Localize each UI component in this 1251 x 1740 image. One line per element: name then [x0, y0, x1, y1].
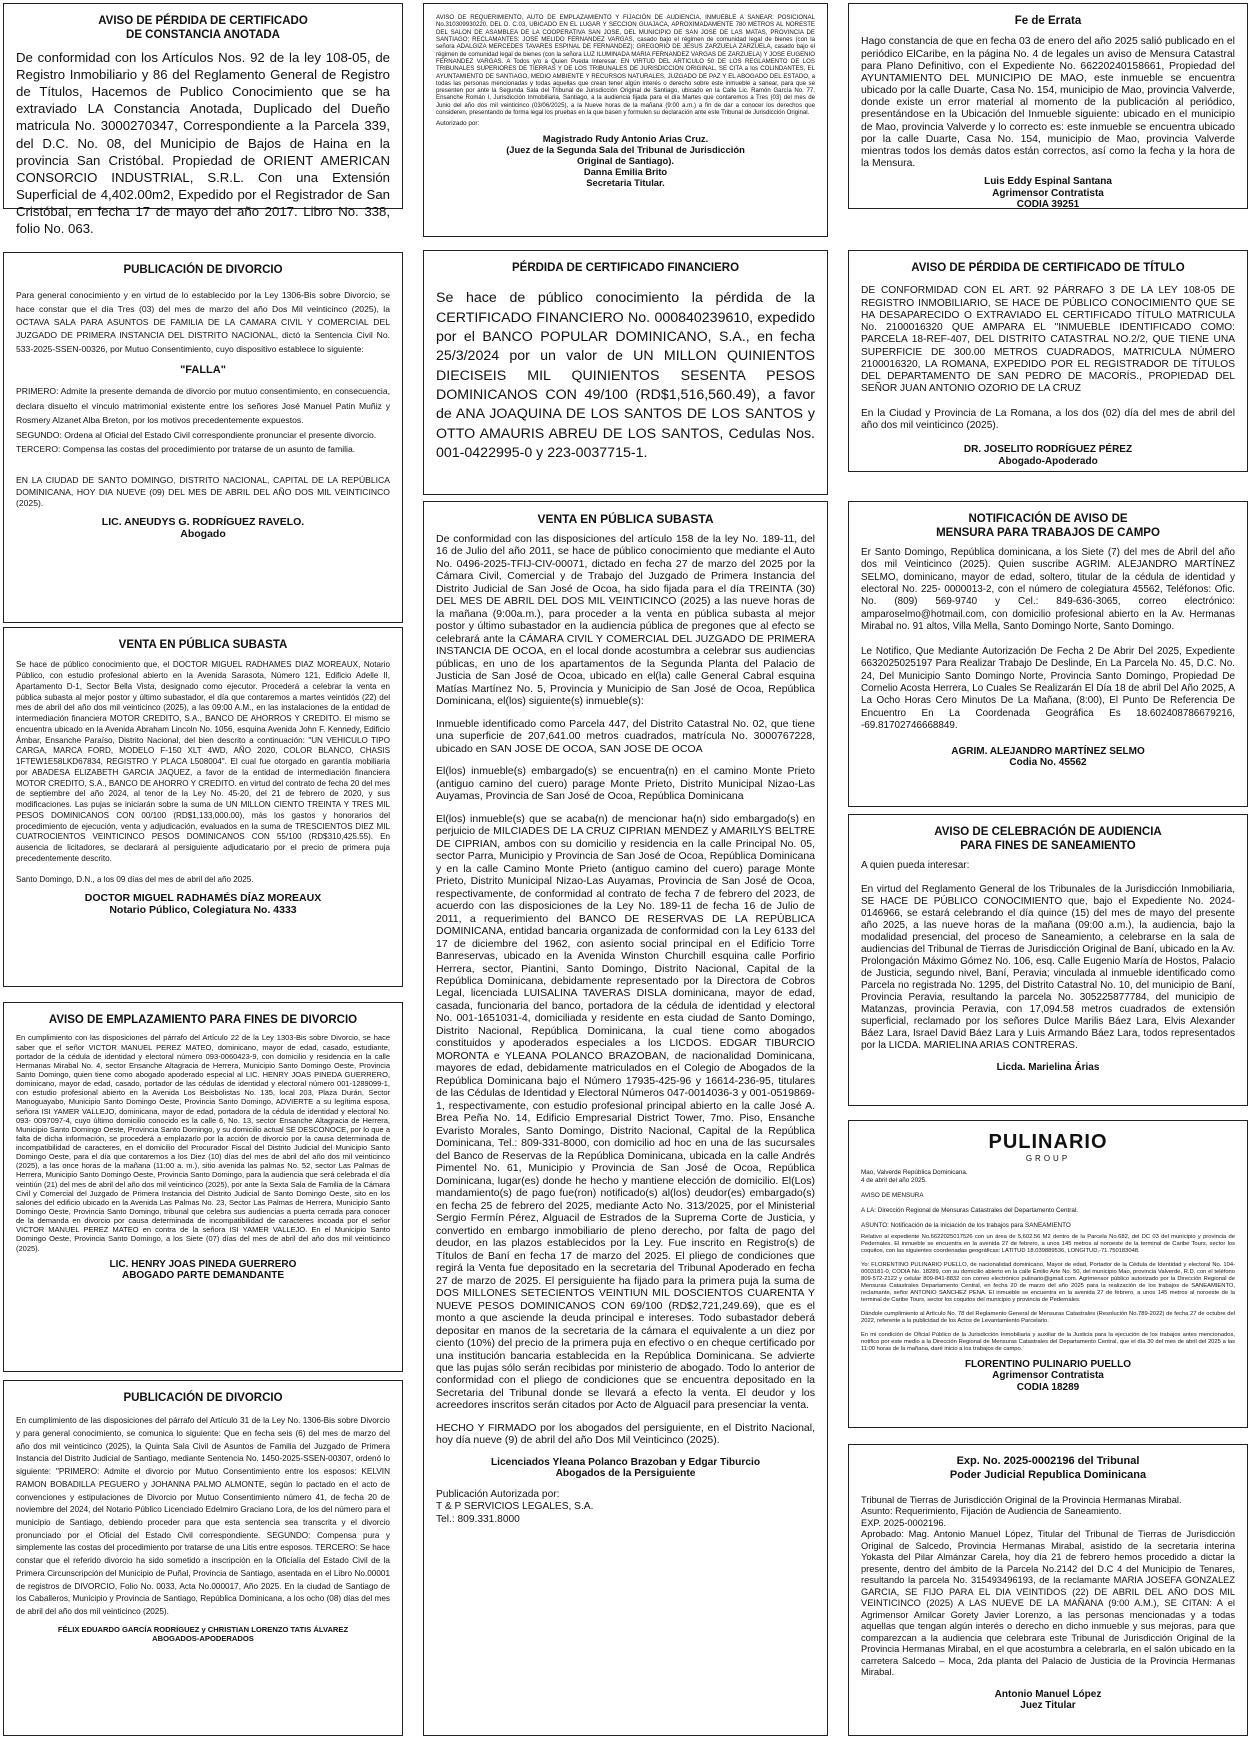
authorized-label: Autorizado por:: [436, 120, 480, 128]
notice-title: PUBLICACIÓN DE DIVORCIO: [123, 264, 283, 276]
notice-body: Para general conocimiento y en virtud de lo establecido por la Ley 1306-Bis sobre Divorcio, se hace constar que el día Tres (03) del mes de marzo del año Dos Mil veinticinco (2025), la OCTAVA SALA PARA ASUNTOS DE FAMILIA DE LA CAMARA CIVIL Y COMERCIAL DEL JUZGADO DE PRIMERA INSTANCIA DEL DISTRITO NACIONAL, dictó la Sentencia Civil No. 533-2025-SSEN-00326, por Mutuo Consentimiento, cuyo dispositivo establece lo siguiente:: [16, 290, 390, 354]
notice-signature: Magistrado Rudy Antonio Arias Cruz. (Juez de la Segunda Sala del Tribunal de Jurisdicción Original de Santiago). Danna Emilia Brito Secretaria Titular.: [506, 133, 745, 188]
falla-heading: "FALLA": [180, 363, 226, 376]
notice-divorce-publication-1: [3, 252, 403, 623]
notice-signature: Antonio Manuel López Juez Titular: [994, 1688, 1102, 1711]
notice-public-auction-vehicle: [3, 627, 403, 987]
notice-title: PUBLICACIÓN DE DIVORCIO: [123, 1392, 283, 1404]
notice-title: PÉRDIDA DE CERTIFICADO FINANCIERO: [511, 262, 740, 274]
notice-body: Se hace de público conocimiento la pérdida de la CERTIFICADO FINANCIERO No. 000840239610, expedido por el BANCO POPULAR DOMINICANO, S.A., en fecha 25/3/2024 por un valor de UN MILLON QUINIENTOS DIECISEIS MIL QUINIENTOS SESENTA PESOS DOMINICANOS CON 49/100 (RD$1,516,560.49), a favor de ANA JOAQUINA DE LOS SANTOS DE LOS SANTOS y OTTO AMAURIS ABREU DE LOS SANTOS, Cedulas Nos. 001-0422995-0 y 223-0037715-1.: [436, 290, 815, 461]
notice-body: En cumplimiento de las disposiciones del párrafo del Artículo 31 de la Ley No. 1306-Bis sobre Divorcio y para general conocimiento, se comunica lo siguiente: Que en fecha seis (6) del mes de marzo del año dos mil veinticinco (2025), la Quinta Sala Civil de Asuntos de Familia del Juzgado de Primera Instancia del Distrito Judicial de Santiago, mediante Sentencia No. 1450-2025-SSEN-00307, ordenó lo siguiente: "PRIMERO: Admite el divorcio por Mutuo Consentimiento entre los esposos: KELVIN RAMON BOBADILLA PEGUERO y JOHANNA PALMO ALMONTE, según lo pactado en el acto de convenciones y estipulaciones de Divorcio por Mutuo Consentimiento número 41, de fecha 20 de noviembre del 2024, del Notario Público Licenciado Edelmiro Graciano Lora, de los del número para el municipio de Santiago, debiendo proceder para que esta sentencia sea transcrita y el divorcio pronunciado por el Oficial del Estado Civil correspondiente. SEGUNDO: Compensa pura y simplemente las costas del procedimiento por tratarse de una Litis entre esposos. TERCERO: Se hace constar que el referido divorcio ha sido sometido a inscripción en la Oficialía del Estado Civil de la Primera Circunscripción del Municipio de Puñal, Provincia de Santiago, asentada en el Libro No.00001 de registros de DIVORCIO, Folio No. 0033, Acta No.000017, Año 2025. En la ciudad de Santiago de los Caballeros, Municipio y Provincia de Santiago, República Dominicana, a los ocho (08) días del mes de abril del año dos mil veinticinco (2025).: [16, 1416, 390, 1616]
notice-signature: Licenciados Yleana Polanco Brazoban y Edgar Tiburcio Abogados de la Persiguiente: [490, 1456, 761, 1479]
notice-sanitation-hearing: [848, 814, 1248, 1106]
notice-body: Hago constancia de que en fecha 03 de enero del año 2025 salió publicado en el periódico ElCaribe, en la página No. 4 de legales un aviso de Mensura Catastral para Plano Definitivo, con el Expediente No. 66220240158661, Propiedad del AYUNTAMIENTO DEL MUNICIPIO DE MAO, este inmueble se encuentra ubicado por la calle Duarte, Casa No. 154, municipio de Mao, provincia Valverde, donde existe un error material al momento de la publicación al periódico, presentándose en la Ubicación del Inmueble siguiente: ubicado en el municipio de Mao, provincia Valverde y lo correcto es: este inmueble se encuentra ubicado por la calle Duarte, Casa No. 154, municipio de Mao, provincia Valverde mientras todos los demás datos están correctos, así como la fecha y la hora de la Mensura.: [861, 36, 1235, 170]
notice-requirement-summons: [423, 3, 828, 237]
notice-body: De conformidad con los Artículos Nos. 92 de la ley 108-05, de Registro Inmobiliario y 86 del Reglamento General de Registro de Títulos, Hacemos de Publico Conocimiento que se ha extraviado LA Constancia Anotada, Duplicado del Dueño matricula No. 3000270347, Correspondiente a la Parcela 339, del D.C. No. 08, del Municipio de Bajos de Haina en la provincia San Cristóbal. Propiedad de ORIENT AMERICAN CONSORCIO INDUSTRIAL, S.R.L. Con una Extensión Superficial de 4,402.00m2, Expedido por el Registrador de San Cristóbal, en fecha 17 de mayo del año 2017. Libro No. 338, folio No. 063.: [16, 49, 390, 237]
notice-signature: DOCTOR MIGUEL RADHAMÉS DÍAZ MOREAUX Notario Público, Colegiatura No. 4333: [84, 892, 322, 917]
notice-divorce-publication-2: [3, 1380, 403, 1736]
notice-paragraph: HECHO Y FIRMADO por los abogados del persiguiente, en el Distrito Nacional, hoy día nueve (9) de abril del año Dos Mil Veinticinco (2025).: [436, 1421, 815, 1447]
notice-paragraph: El(los) inmueble(s) embargado(s) se encuentra(n) en el camino Monte Prieto (antiguo camino del cuero) parage Monte Prieto, Distrito Municipal Nizao-Las Auyamas, Provincia de San José de Ocoa, República Dominicana: [436, 765, 815, 803]
notice-body: AVISO DE REQUERIMIENTO, AUTO DE EMPLAZAMIENTO Y FIJACIÓN DE AUDIENCIA, INMUEBLE A SANEAR: POSICIONAL No.310309930220, DEL D. C.03, UBICADO EN EL LUGAR Y SECCION GUAJACA, APROXIMADAMENTE 780 METROS AL NORESTE DEL SALON DE ASAMBLEA DE LA COOPERATIVA SAN JOSE, DEL MUNICIPIO DE SAN JOSE DE LAS MATAS, PROVINCIA DE SANTIAGO; RECLAMANTES: JOSE MELIDO FERNANDEZ VARGAS, casado bajo el régimen de comunidad legal de bienes (con la señora ADALGIZA MERCEDES TAVARES ESPINAL DE FERNANDEZ); GREGORIO DE JESUS ZARZUELA ZARZUELA, casado bajo el régimen de comunidad legal de bienes (con la señora LUZ ILUMINADA MARIA FERNANDEZ VARGAS DE ZARZUELA) Y JOSE EUGENIO FERNANDEZ VARGAS. A Todos y/o a Quien Pueda Interesar. EN VIRTUD DEL ARTICULO 50 DE LOS REGLAMENTO DE LOS TRIBUNALES SUPERIORES DE TIERRAS Y DE LOS TRIBUNALES DE JURISDICCION ORIGINAL, SE CITA a los COLINDANTES, EL AYUNTAMIENTO DE SANTIAGO, MEDIO AMBIENTE Y RECURSOS NATURALES, JUZGADO DE PAZ Y EL ABOGADO DEL ESTADO, a todas las personas mencionadas y todas aquellas que crean tener algún interés o derecho sobre este inmueble a sanear, para que se presenten por ante la Segunda Sala del Tribunal de Jurisdicción Original de Santiago, ubicado en la Calle Lic. Ramón García No. 77, Ensanche Román I, Jurisdicción Inmobiliaria, Santiago, a la audiencia fijada para el día Martes que contaremos a Tres (03) del mes de Junio del año dos mil veinticinco (03/06/2025), a la Nueve horas de la mañana (9:00 a.m.) a fin de dar a conocer los derechos que consideren, presentando de forma legal los pruebas en la que basen y formulen su declaración ante este Tribunal de Jurisdicción Original.: [436, 14, 815, 117]
notice-public-auction-property: [423, 501, 828, 1736]
pulinario-logo: PULINARIO: [988, 1131, 1108, 1153]
notice-signature: AGRIM. ALEJANDRO MARTÍNEZ SELMO Codia No. 45562: [951, 746, 1145, 769]
notice-body: DE CONFORMIDAD CON EL ART. 92 PÁRRAFO 3 DE LA LEY 108-05 DE REGISTRO INMOBILIARIO, SE HACE DE PÚBLICO CONOCIMIENTO QUE SE HA DESAPARECIDO O EXTRAVIADO EL CERTIFICADO TÍTULO MATRICULA No. 2100016320 QUE AMPARA EL "INMUEBLE IDENTIFICADO COMO: PARCELA 18-REF-407, DEL DISTRITO CATASTRAL NO.2/2, QUE TIENE UNA SUPERFICIE DE 300.00 METROS CUADRADOS, MATRICULA NÚMERO 2100016320, LA ROMANA, EXPEDIDO POR EL REGISTRADOR DE TÍTULOS DEL DEPARTAMENTO DE SAN PEDRO DE MACORÍS., PROPIEDAD DEL SEÑOR JUAN ANTONIO OZORIO DE LA CRUZ En la Ciudad y Provincia de La Romana, a los dos (02) día del mes de abril del año dos mil veinticinco (2025).: [861, 285, 1235, 431]
notice-body: A quien pueda interesar: En virtud del Reglamento General de los Tribunales de la Jurisdicción Inmobiliaria, SE HACE DE PÚBLICO CONOCIMIENTO que, bajo el Expediente No. 2024-0146966, se estará celebrando el día quince (15) del mes de mayo del presente año 2025, a las nueve horas de la mañana (09:00 a.m.), la audiencia, bajo la modalidad presencial, del proceso de Saneamiento, a celebrarse en la sala de audiencias del Tribunal de Tierras de Jurisdicción Original de Baní, ubicado en la Av. Prolongación Máximo Gómez No. 106, esq. Calle Eugenio María de Hostos, Palacio de Justicia, segundo nivel, Baní, Peravia; vinculada al inmueble identificado como Parcela no registrada No. 1295, del Distrito Catastral No. 10, del municipio de Baní, Provincia Peravia, resultando la parcela No. 305225877784, del municipio de Matanzas, provincia Peravia, con 17,094.58 metros cuadrados de extensión superficial, reclamado por los señores Dulce Marilis Báez Lara, Elvis Alexander Báez Lara, Israel David Báez Lara y Luis Armando Báez Lara, todos representados por la LICDA. MARIELINA ARIAS CONTRERAS.: [861, 859, 1235, 1051]
notice-body: EN LA CIUDAD DE SANTO DOMINGO, DISTRITO NACIONAL, CAPITAL DE LA REPÚBLICA DOMINICANA, HOY DIA NUEVE (09) DEL MES DE ABRIL DEL AÑO DOS MIL VEINTICINCO (2025).: [16, 474, 390, 509]
notice-pulinario-survey: [848, 1120, 1248, 1428]
notice-lost-certificate-annotated: [3, 3, 403, 237]
notice-paragraph: Inmueble identificado como Parcela 447, del Distrito Catastral No. 02, que tiene una superficie de 207,641.00 metros cuadrados, matrícula No. 3000767228, ubicado en SAN JOSE DE OCOA, SAN JOSE DE OCOA: [436, 717, 815, 755]
publication-authorization: Publicación Autorizada por: T & P SERVICIOS LEGALES, S.A. Tel.: 809.331.8000: [436, 1489, 594, 1525]
notice-lost-title-certificate: [848, 250, 1248, 472]
notice-title: Exp. No. 2025-0002196 del Tribunal Poder Judicial Republica Dominicana: [949, 1455, 1147, 1481]
notice-body: PRIMERO: Admite la presente demanda de divorcio por mutuo consentimiento, en consecuencia, declara disuelto el vínculo matrimonial existente entre los señores José Manuel Patin Muñiz y Rosmery Alzanet Alba Breton, por los motivos precedentemente expuestos. SEGUNDO: Ordena al Oficial del Estado Civil correspondiente pronunciar el presente divorcio. TERCERO: Compensa las costas del procedimiento por tratarse de un asunto de familia.: [16, 385, 390, 455]
notice-body: Se hace de público conocimiento que, el DOCTOR MIGUEL RADHAMES DIAZ MOREAUX, Notario Público, con estudio profesional abierto en la Avenida Sarasota, Número 121, Edificio Adelle II, Apartamento D-1, Sector Bella Vista, designado como ejecutor. Procederá a celebrar la venta en pública subasta al mejor postor y último subastador, el día que contaremos a martes veintidós (22) del mes de abril del año dos mil veinticinco (2025), a las 09:00 A.M., en las instalaciones de la entidad de intermediación financiera MOTOR CREDITO, S.A., BANCO DE AHORROS Y CREDITO. El mismo se encuentra ubicado en la Avenida Abraham Lincoln No. 1056, esquina Avenida John F. Kennedy, Edificio Ámbar, Ensanche Paraíso, Distrito Nacional, del bien descrito a continuación: "UN VEHICULO TIPO CARGA, MARCA FORD, MODELO F-150 XLT 4WD, AÑO 2020, COLOR BLANCO, CHASIS 1FTEW1E58LKD67834, REGISTRO Y PLACA L508004". El cual fue otorgado en garantía mobiliaria por ABADESA ELIZABETH GARCIA JAQUEZ, a favor de la entidad de intermediación financiera MOTOR CREDITO, S.A., BANCO DE AHORRO Y CREDITO. en virtud del contrato de fecha 20 del mes de septiembre del año 2024, al tenor de la Ley No. 45-20, del 21 de febrero de 2020, y sus modificaciones. Las pujas se iniciarán sobre la suma de UN MILLON CIENTO TREINTA Y TRES MIL PESOS DOMINICANOS CON 00/100 (RD$1,133,000.00), más los gastos y honorarios del procedimiento de ejecución, venta y adjudicación, evaluados en la suma de TRESCIENTOS DIEZ MIL CUATROCIENTOS VEINTICINCO PESOS DOMINICANOS CON 55/100 (RD$310,425.55). En ausencia de licitadores, se declarará al persiguiente adjudicatario por el precio de primera puja precedentemente descrito. Santo Domingo, D.N., a los 09 días del mes de abril del año 2025.: [16, 660, 390, 885]
notice-signature: DR. JOSELITO RODRÍGUEZ PÉREZ Abogado-Apoderado: [963, 444, 1133, 468]
notice-signature: Luis Eddy Espinal Santana Agrimensor Contratista CODIA 39251: [984, 176, 1112, 211]
notice-tribunal-exp: [848, 1444, 1248, 1736]
notice-divorce-summons: [3, 1002, 403, 1372]
notice-paragraph: De conformidad con las disposiciones del artículo 158 de la ley No. 189-11, del 16 de Julio del año 2011, se hace de público conocimiento que mediante el Auto No. 0496-2025-TFIJ-CIV-00071, dictado en fecha 27 de marzo del 2025 por la Cámara Civil, Comercial y de Trabajo del Juzgado de Primera Instancia del Distrito Judicial de San José de Ocoa, ha sido fijada para el día TREINTA (30) DEL MES DE ABRIL DEL DOS MIL VEINTICINCO (2025) a las nueve horas de la mañana (9:00a.m.), para proceder a la venta en pública subasta al mejor postor y último subastador en la audiencia pública de pregones que al efecto se celebrará ante la CÁMARA CIVIL Y COMERCIAL DEL JUZGADO DE PRIMERA INSTANCIA DE OCOA, en el local donde acostumbra a celebrar sus audiencias públicas, en uno de los apartamentos de la Segunda Planta del Palacio de Justicia de San José de Ocoa, ubicado en el(la) calle General Cabral esquina Matías Martínez No. 5, Provincia y Municipio de San José de Ocoa, República Dominicana, el(los) siguiente(s) inmueble(s):: [436, 533, 815, 708]
notice-title: AVISO DE PÉRDIDA DE CERTIFICADO DE CONSTANCIA ANOTADA: [98, 15, 308, 42]
pulinario-logo-subtitle: GROUP: [1025, 1154, 1071, 1163]
notice-title: Fe de Errata: [1014, 15, 1082, 27]
notice-errata: [848, 3, 1248, 209]
notice-signature: Licda. Marielina Árias: [996, 1061, 1100, 1073]
notice-body: Relativo al expediente No.6622025017526 con un área de 5,602.56 M2 dentro de la Parcela No.682, del DC 03 del municipio y provincia de Pedernales. El inmueble se encuentra en la avenida 27 de febrero, a unos 145 metros al noroeste de la terminal de Caribe Tours, sector los coquitos, con las siguientes coordenadas geográficas: LATITUD 18.039889536, LONGITUD,-71.750183048. Yo: FLORENTINO PULINARIO PUELLO, de nacionalidad dominicano, Mayor de edad, Portador de la Cédula de Identidad y electoral No. 104-0003181-0, CODIA No. 18289, con su domicilio abierto en la calle Emilio Arte No. 50, del municipio Mao, provincia Valverde, R.D. con el teléfono 809-572-2122 y celular 809-841-8832 con correo electrónico pulinario@gmail.com. Agrimensor público autorizado por la Dirección Regional de Mensuras Catastrales Departamento Central, en fecha 20 de marzo del año 2025 para la realización de los trabajos de SANEAMIENTO, reclamante, señor ANTONIO SANCHEZ PENA. El inmueble se encuentra en la avenida 27 de febrero, a unos 145 metros al noroeste de la terminal de Caribe Tours, sector los coquitos del municipio y provincia de Pedernales. Dándole cumplimiento al Artículo No. 78 del Reglamento General de Mensuras Catastrales (Resolución No.789-2022) de fecha 27 de octubre del 2022, referente a la publicidad de los Actos de Levantamiento Parcelario. En mi condición de Oficial Público de la Jurisdicción Inmobiliaria y auxiliar de la Justicia para la ejecución de los trabajos antes mencionados, notifico por este medio a la Dirección Regional de Mensuras Catastrales del Departamento Central, que el día 30 del mes de abril del 2025 a las 11:00 horas de la mañana, daré inicio a los trabajos de campo.: [861, 1234, 1235, 1352]
notice-title: VENTA EN PÚBLICA SUBASTA: [537, 512, 714, 526]
notice-paragraph: El(los) inmueble(s) que se acaba(n) de mencionar ha(n) sido embargado(s) en perjuicio de MILCIADES DE LA CRUZ CIPRIAN MENDEZ y AMARILYS BELTRE DE CIPRIAN, ambos con su domicilio y residencia en la calle Principal No. 05, sector Parra, Municipio y Provincia de San José de Ocoa, República Dominicana y en la calle Camino Monte Prieto (antiguo camino del cuero) parage Monte Prieto, Distrito Municipal Nizao-Las Auyamas, Provincia de San José de Ocoa, respectivamente, de conformidad al contrato de fecha 7 de febrero del 2023, de acuerdo con las disposiciones de la Ley No. 189-11 de fecha 16 de Julio de 2011, a requerimiento del BANCO DE RESERVAS DE LA REPÚBLICA DOMINICANA, entidad bancaria organizada de conformidad con la Ley 6133 del 17 de diciembre del 1962, con asiento social principal en el Edificio Torre Banreservas, ubicado en la Avenida Winston Churchill esquina calle Porfirio Herrera, sector, Piantini, Santo Domingo, Distrito Nacional, Capital de la República Dominicana, debidamente representado por la Directora de Cobros Legal, licenciada LUISALINA TAVERAS DISLA dominicana, mayor de edad, casada, funcionaria del banco, portadora de la cédula de identidad y electoral No. 001-1651031-4, domiciliada y residente en esta ciudad de Santo Domingo, Distrito Nacional, República Dominicana, la cual tiene como abogados constituidos y apoderados especiales a los LICDOS. EDGAR TIBURCIO MORONTA e YLEANA POLANCO BRAZOBAN, de nacionalidad Dominicana, mayores de edad, debidamente matriculados en el Colegio de Abogados de la República Dominicana bajo el Número 17935-425-96 y 16614-236-95, titulares de las Cédulas de Identidad y Electoral Números 047-0014036-3 y 001-0519869-1, respectivamente, con estudio profesional principal abierto en la calle José A. Brea Peña No. 14, Edificio Empresarial District Tower, 7mo. Piso, Ensanche Evaristo Morales, Santo Domingo, Distrito Nacional, Capital de la República Dominicana, Tel.: 809-331-8000, con domicilio ad hoc en una de las sucursales del Banco de Reservas de la República Dominicana, ubicada en la calle Andrés Pimentel No. 61, Municipio y Provincia de San José de Ocoa, República Dominicana, lugar(es) donde he hecho y mantiene elección de domicilio. El(Los) mandamiento(s) de pago fue(ron) notificado(s) al(los) deudor(es) embargado(s) en fecha 25 de febrero del 2025, mediante Acto No. 313/2025, por el Ministerial Sergio Fermín Pérez, Alguacil de Estrados de la Suprema Corte de Justicia, y convertido en embargo inmobiliario de pleno derecho, por falta de pago del deudor, en las plazos establecidos por la Ley. Fue inscrito en Registro(s) de Títulos de Baní en fecha 17 de marzo del 2025. El pliego de condiciones que regirá la Venta fue depositado en la secretaria del Tribunal Apoderado en fecha 27 de marzo de 2025. El persiguiente ha fijado para la primera puja la suma de DOS MILLONES SETECIENTOS VEINTIUN MIL DOSCIENTOS CUARENTA Y NUEVE PESOS DOMINICANOS CON 69/100 (RD$2,721,249.69), que es el monto a que asciende la deuda principal e intereses. Todo subastador deberá depositar en manos de la secretaria de la cámara el equivalente a un diez por ciento (10%) del precio de la primera puja en efectivo o en cheque certificado por una institución bancaria establecida en la República Dominicana. Se advierte que las pujas sólo serán recibidas por ministerio de abogado. Todo lo anterior de conformidad con el pliego de condiciones que se encuentra depositado en la Secretaria del Tribunal donde se llevará a efecto la venta. El deudor y los acreedores inscritos serán citados por Acto de Alguacil para presenciar la venta.: [436, 812, 815, 1412]
notice-lost-financial-certificate: [423, 250, 828, 495]
notice-title: AVISO DE CELEBRACIÓN DE AUDIENCIA PARA FINES DE SANEAMIENTO: [934, 826, 1162, 853]
notice-title: AVISO DE PÉRDIDA DE CERTIFICADO DE TÍTULO: [911, 262, 1185, 274]
notice-body: Er Santo Domingo, República dominicana, a los Siete (7) del mes de Abril del año dos mil Veinticinco (2025). Quien suscribe AGRIM. ALEJANDRO MARTÍNEZ SELMO, dominicano, mayor de edad, soltero, titular de la cédula de identidad y electoral No. 225- 0000013-2, con el número de colegiatura 45562, Teléfonos: Ofic. No. (809) 569-9740 y Cel.: 849-636-3065, correo electrónico: amparoselmo@hotmail.com, con domicilio profesional abierto en la Av. Hermanas Mirabal no. 91 altos, Villa Mella, Santo Domingo Norte, Santo Domingo. Le Notifico, Que Mediante Autorización De Fecha 2 De Abrir Del 2025, Expediente 6632025025197 Para Realizar Trabajo De Deslinde, En La Parcela No. 45, D.C. No. 24, Del Municipio Santo Domingo Norte, Provincia Santo Domingo, Propiedad De Cornelio Acosta Herrera, Lo Cuales Se Realizarán El Día 18 de abril Del Año 2025, A La Ocho Horas Cero Minutos De La Mañana, (8:00), El Punto De Referencia De Encuentro En La Coordenada Geográfica Es 18.602408786679216, -69.81702746668849.: [861, 546, 1235, 731]
notice-title: AVISO DE EMPLAZAMIENTO PARA FINES DE DIVORCIO: [48, 1014, 358, 1026]
notice-title: NOTIFICACIÓN DE AVISO DE MENSURA PARA TRABAJOS DE CAMPO: [936, 513, 1160, 540]
notice-signature: FÉLIX EDUARDO GARCÍA RODRÍGUEZ y CHRISTIAN LORENZO TATIS ÁLVAREZ ABOGADOS-APODERADOS: [57, 1624, 349, 1643]
notice-title: VENTA EN PÚBLICA SUBASTA: [118, 639, 288, 651]
notice-survey-field-work: [848, 501, 1248, 807]
notice-body: Tribunal de Tierras de Jurisdicción Original de la Provincia Hermanas Mirabal. Asunto: Requerimiento, Fijación de Audiencia de Saneamiento. EXP. 2025-0002196. Aprobado: Mag. Antonio Manuel López, Titular del Tribunal de Tierras de Jurisdicción Original de Salcedo, Provincia Hermanas Mirabal, asistido de la secretaria interina Yokasta del Pilar Almánzar Carela, hoy día 21 de febrero hemos procedido a dictar la presente, dentro del ámbito de la Parcela No.2142 del D.C 4 del Municipio de Tenares, resultando la parcela No. 315493496193, de la reclamante MARIA JOSEFA GONZALEZ GARCIA, SE FIJO PARA EL DIA VEINTIDOS (22) DE ABRIL DEL AÑO DOS MIL VEINTICINCO (2025) A LAS NUEVE DE LA MAÑANA (9:00 A.M.), SE CITAN: A el Agrimensor Amilcar Gorety Javier Lorenzo, a las personas mencionadas y a todas aquellas que tengan algún interés o derecho en dicho inmueble y sus mejoras, para que comparezcan a la audiencia que celebrara este Tribunal de Jurisdicción Original de la Provincia Hermanas Mirabal, en el que acostumbra a celebrarla, en el salón ubicado en la carretera Salcedo – Moca, 2da planta del Palacio de Justicia de la Provincia Hermanas Mirabal.: [861, 1494, 1235, 1678]
notice-signature: FLORENTINO PULINARIO PUELLO Agrimensor Contratista CODIA 18289: [964, 1358, 1132, 1393]
notice-header: Mao, Valverde República Dominicana. 4 de abril del año 2025. AVISO DE MENSURA A LA: Dirección Regional de Mensuras Catastrales del Departamento Central. ASUNTO: Notificación de la iniciación de los trabajos para SANEAMIENTO: [861, 1169, 1079, 1229]
notice-signature: LIC. ANEUDYS G. RODRÍGUEZ RAVELO. Abogado: [101, 515, 305, 540]
notice-signature: LIC. HENRY JOAS PINEDA GUERRERO ABOGADO PARTE DEMANDANTE: [109, 1258, 297, 1281]
notice-body: En cumplimiento con las disposiciones del párrafo del Artículo 22 de la Ley 1303-Bis sobre Divorcio, se hace saber que el señor VICTOR MANUEL PEREZ MATEO, dominicano, mayor de edad, casado, estudiante, portador de la cédula de identidad y electoral número 093-0060423-9, con domicilio y residencia en la calle Hermanas Mirabal No. 4, sector Ensanche Altagracia de Herrera, Municipio Santo Domingo Oeste, Provincia Santo Domingo, quien tiene como abogado apoderado especial al LIC. HENRY JOAS PINEDA GUERRERO, dominicano, mayor de edad, casado, portador de las cédulas de identidad y electoral número 001-1289099-1, con estudio profesional abierto en la Avenida Los Beisbolistas No. 135, local 203, Plaza Durán, Sector Manoguayabo, Municipio Santo Domingo Oeste, Provincia Santo Domingo, ADVIERTE a su legítima esposa, señora ISI YAMER VALLEJO, dominicana, mayor de edad, portadora de la cédula de identidad y electoral No. 093- 0097097-4, cuyo último domicilio conocido es la calle 6, No. 13, sector Ensanche Altagracia de Herrera, Municipio Santo Domingo Oeste, Provincia Santo Domingo, y su domicilio actual SE DESCONOCE, por lo que a falta de dicha información, se procederá a emplazarlo por la acción de divorcio por la causa determinada de incompatibilidad de caracteres, en el domicilio del Procurador Fiscal del Distrito Judicial del Municipio Santo Domingo Oeste, para el día que contaremos a los Diez (10) días del mes de abril del año dos mil veinticinco (2025), a las once horas de la mañana (11:00 a. m.), sitio avenida las palmas No. 52, sector Las Palmas de Herrera, Municipio Santo Domingo Oeste, Provincia Santo Domingo, para la audiencia que será celebrada el día veintiún (21) del mes de abril del año dos mil veinticinco (2025), por ante la Sexta Sala de Familia de la Cámara Civil y Comercial del Juzgado de Primera Instancia del Distrito Judicial de Santo Domingo Oeste, sito en los salones del edificio ubicado en la Avenida Las Palmas No. 23, Sector Las Palmas de Herrera, Municipio Santo Domingo Oeste, Provincia Santo Domingo, tribunal que celebra sus audiencias a puerta cerrada para conocer de la demanda en divorcio por causa determinada de incompatibilidad de caracteres incoada por el señor VICTOR MANUEL PEREZ MATEO en contra de la señora ISI YAMER VALLEJO. En el Municipio Santo Domingo Oeste, Provincia Santo Domingo, a los Siete (07) días del mes de abril del año dos mil veinticinco (2025).: [16, 1033, 390, 1253]
